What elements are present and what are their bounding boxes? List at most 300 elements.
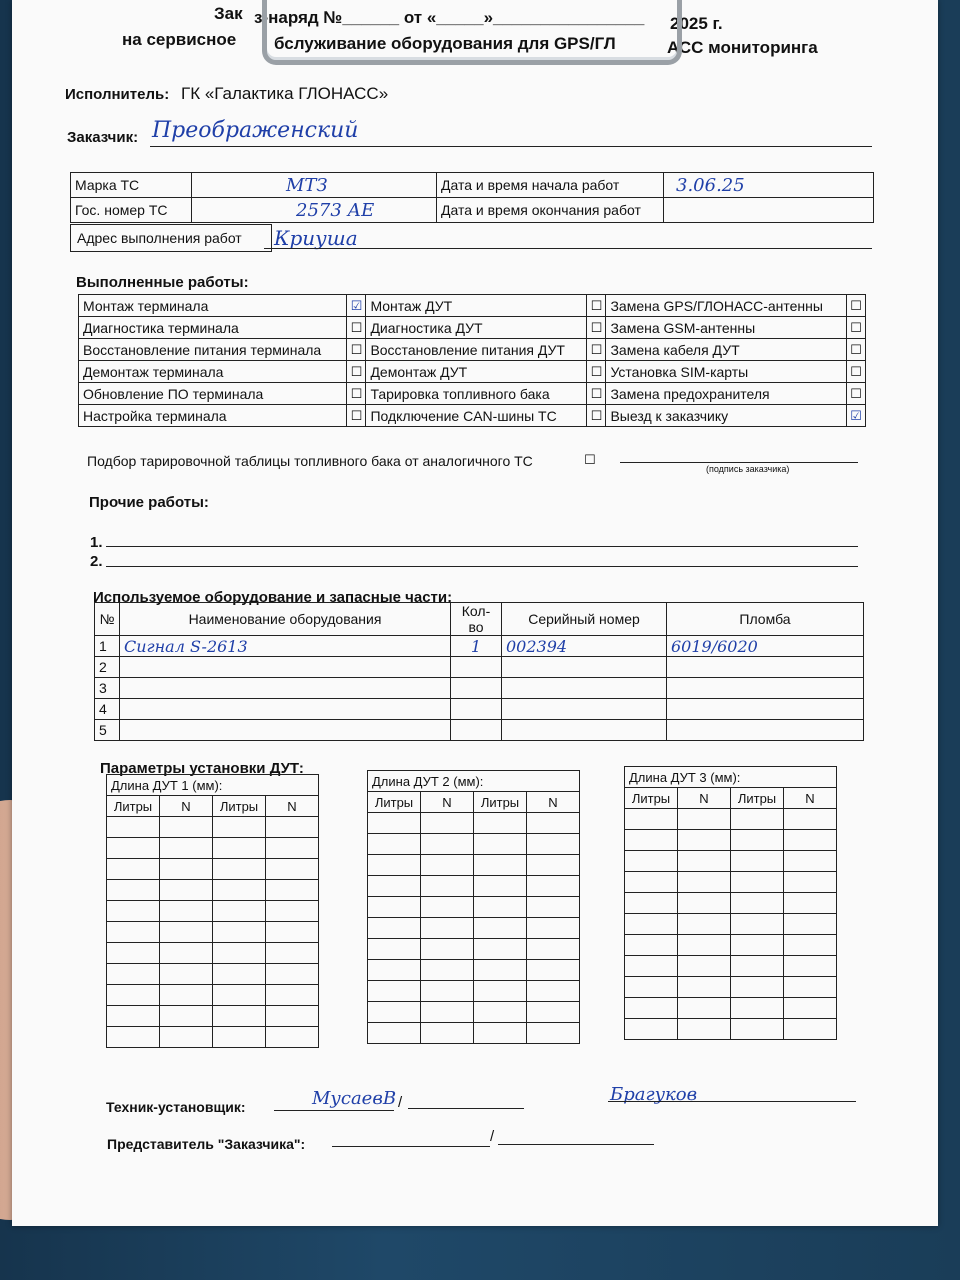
equipment-name [120, 657, 451, 678]
dut-cell[interactable] [474, 981, 527, 1002]
dut-cell[interactable] [784, 830, 837, 851]
equip-header-qty: Кол-во [451, 603, 502, 636]
tech-slash: / [398, 1094, 403, 1111]
equipment-serial [502, 720, 667, 741]
dut-cell[interactable] [474, 897, 527, 918]
dut-cell[interactable] [368, 855, 421, 876]
dut-row [625, 977, 837, 998]
dut-col-header: N [678, 788, 731, 809]
dut-cell[interactable] [107, 880, 160, 901]
dut-cell[interactable] [731, 977, 784, 998]
work-checkbox[interactable]: ☐ [587, 405, 606, 427]
dut-col-header: N [266, 796, 319, 817]
dut-cell[interactable] [160, 901, 213, 922]
dut-caption: Длина ДУТ 1 (мм): [107, 775, 319, 796]
other-work-1: 1. [90, 534, 103, 551]
dut-cell[interactable] [107, 922, 160, 943]
dut-cell[interactable] [160, 985, 213, 1006]
tech-sign-line [274, 1110, 394, 1111]
dut-cell[interactable] [784, 914, 837, 935]
dut-cell[interactable] [213, 817, 266, 838]
dut-row [625, 914, 837, 935]
works-row [79, 317, 866, 339]
work-label: Замена предохранителя [606, 383, 847, 405]
title-line1-left: Зак [214, 4, 243, 23]
work-checkbox[interactable]: ☐ [847, 317, 866, 339]
work-label: Демонтаж ДУТ [366, 361, 587, 383]
dut-cell[interactable] [625, 956, 678, 977]
equipment-qty: 1 [451, 636, 502, 657]
address-label: Адрес выполнения работ [70, 224, 272, 252]
dut-cell[interactable] [474, 834, 527, 855]
dut-cell[interactable] [107, 1027, 160, 1048]
dut-row [368, 1002, 580, 1023]
dut-cell[interactable] [784, 935, 837, 956]
equipment-table [94, 602, 864, 741]
dut-row [368, 834, 580, 855]
dut-row [625, 851, 837, 872]
executor-label: Исполнитель: [65, 86, 170, 103]
equipment-seal: 6019/6020 [667, 636, 864, 657]
work-label: Тарировка топливного бака [366, 383, 587, 405]
dut-cell[interactable] [784, 872, 837, 893]
dut-cell[interactable] [213, 985, 266, 1006]
works-table [78, 294, 866, 427]
dut-cell[interactable] [474, 855, 527, 876]
dut-cell[interactable] [266, 859, 319, 880]
dut-col-header: Литры [474, 792, 527, 813]
dut-row [107, 985, 319, 1006]
equipment-n: 1 [95, 636, 120, 657]
dut-cell[interactable] [421, 960, 474, 981]
tariff-checkbox[interactable]: ☐ [584, 452, 596, 467]
equipment-serial [502, 678, 667, 699]
dut-cell[interactable] [266, 1006, 319, 1027]
dut-row [368, 876, 580, 897]
dut-cell[interactable] [266, 838, 319, 859]
brand-label: Марка ТС [71, 173, 192, 198]
dut-cell[interactable] [107, 1006, 160, 1027]
equipment-name [120, 699, 451, 720]
dut-row [107, 922, 319, 943]
dut-cell[interactable] [266, 922, 319, 943]
signature-caption: (подпись заказчика) [706, 464, 790, 474]
dut-cell[interactable] [266, 943, 319, 964]
customer-value: Преображенский [152, 118, 359, 143]
dut-row [625, 893, 837, 914]
dut-cell[interactable] [368, 876, 421, 897]
dut-cell[interactable] [527, 960, 580, 981]
dut-cell[interactable] [784, 809, 837, 830]
dut-cell[interactable] [731, 830, 784, 851]
plate-label: Гос. номер ТС [71, 198, 192, 223]
dut-cell[interactable] [678, 830, 731, 851]
equipment-row [95, 636, 864, 657]
dut-cell[interactable] [421, 897, 474, 918]
dut-row [625, 998, 837, 1019]
dut-row [625, 935, 837, 956]
address-value: Криуша [274, 226, 358, 250]
dut-cell[interactable] [625, 851, 678, 872]
dut-cell[interactable] [368, 981, 421, 1002]
dut-cell[interactable] [421, 855, 474, 876]
work-checkbox[interactable]: ☑ [347, 295, 366, 317]
equipment-n: 4 [95, 699, 120, 720]
work-checkbox[interactable]: ☐ [347, 317, 366, 339]
dut-cell[interactable] [368, 939, 421, 960]
dut-cell[interactable] [474, 960, 527, 981]
vehicle-table [70, 172, 874, 223]
dut-row [107, 1006, 319, 1027]
equipment-serial [502, 699, 667, 720]
equipment-name [120, 720, 451, 741]
rep-line-1 [332, 1146, 490, 1147]
dut-cell[interactable] [474, 918, 527, 939]
equipment-qty [451, 657, 502, 678]
dut-cell[interactable] [107, 838, 160, 859]
title-line2-left: на сервисное [122, 30, 237, 49]
work-label: Восстановление питания терминала [79, 339, 347, 361]
dut-row [107, 880, 319, 901]
dut-cell[interactable] [678, 935, 731, 956]
works-row [79, 405, 866, 427]
equipment-qty [451, 699, 502, 720]
dut-cell[interactable] [527, 1023, 580, 1044]
work-checkbox[interactable]: ☐ [587, 361, 606, 383]
rep-sign-line [608, 1101, 856, 1102]
works-row [79, 361, 866, 383]
dut-cell[interactable] [784, 998, 837, 1019]
dut-cell[interactable] [160, 838, 213, 859]
dut-cell[interactable] [784, 956, 837, 977]
dut-cell[interactable] [527, 918, 580, 939]
dut-cell[interactable] [421, 939, 474, 960]
dut-col-header: Литры [213, 796, 266, 817]
dut-cell[interactable] [160, 817, 213, 838]
dut-cell[interactable] [625, 977, 678, 998]
work-label: Диагностика ДУТ [366, 317, 587, 339]
dut-cell[interactable] [213, 880, 266, 901]
dut-cell[interactable] [266, 817, 319, 838]
other-works-title: Прочие работы: [89, 494, 209, 511]
equipment-row [95, 678, 864, 699]
dut-cell[interactable] [266, 964, 319, 985]
dut-row [107, 817, 319, 838]
equipment-seal [667, 720, 864, 741]
dut-cell[interactable] [160, 1006, 213, 1027]
dut-cell[interactable] [213, 859, 266, 880]
dut-cell[interactable] [678, 956, 731, 977]
dut-col-header: Литры [107, 796, 160, 817]
dut-row [107, 838, 319, 859]
dut-row [625, 830, 837, 851]
dut-cell[interactable] [625, 998, 678, 1019]
dut-cell[interactable] [731, 809, 784, 830]
dut-cell[interactable] [784, 1019, 837, 1040]
equipment-row [95, 720, 864, 741]
dut-col-header: N [784, 788, 837, 809]
dut-row [107, 1027, 319, 1048]
work-checkbox[interactable]: ☐ [847, 361, 866, 383]
dut-cell[interactable] [731, 935, 784, 956]
other-work-line-2 [106, 566, 858, 567]
dut-cell[interactable] [474, 876, 527, 897]
dut-cell[interactable] [107, 943, 160, 964]
work-order-sheet [12, 0, 938, 1226]
dut-cell[interactable] [160, 880, 213, 901]
dut-cell[interactable] [368, 1023, 421, 1044]
dut-cell[interactable] [213, 838, 266, 859]
dut-col-header: N [527, 792, 580, 813]
dut-cell[interactable] [368, 918, 421, 939]
other-work-2: 2. [90, 553, 103, 570]
dut-cell[interactable] [421, 1023, 474, 1044]
dut-cell[interactable] [160, 922, 213, 943]
work-label: Демонтаж терминала [79, 361, 347, 383]
dut-cell[interactable] [731, 893, 784, 914]
dut-cell[interactable] [527, 876, 580, 897]
dut-cell[interactable] [731, 1019, 784, 1040]
executor-value: ГК «Галактика ГЛОНАСС» [181, 84, 389, 103]
dut-cell[interactable] [625, 914, 678, 935]
dut-cell[interactable] [625, 893, 678, 914]
dut-table-2 [367, 770, 580, 1044]
dut-row [107, 859, 319, 880]
dut-cell[interactable] [266, 901, 319, 922]
work-checkbox[interactable]: ☐ [587, 383, 606, 405]
dut-row [107, 943, 319, 964]
dut-cell[interactable] [421, 1002, 474, 1023]
dut-cell[interactable] [368, 897, 421, 918]
dut-caption: Длина ДУТ 2 (мм): [368, 771, 580, 792]
dut-cell[interactable] [527, 897, 580, 918]
equipment-qty [451, 678, 502, 699]
dut-col-header: N [421, 792, 474, 813]
equipment-seal [667, 678, 864, 699]
dut-cell[interactable] [421, 918, 474, 939]
dut-row [368, 939, 580, 960]
dut-cell[interactable] [266, 985, 319, 1006]
dut-cell[interactable] [678, 998, 731, 1019]
dut-cell[interactable] [678, 914, 731, 935]
work-label: Выезд к заказчику [606, 405, 847, 427]
dut-cell[interactable] [527, 855, 580, 876]
dut-title: Параметры установки ДУТ: [100, 760, 304, 777]
work-checkbox[interactable]: ☐ [347, 361, 366, 383]
dut-table-3 [624, 766, 837, 1040]
work-label: Замена GPS/ГЛОНАСС-антенны [606, 295, 847, 317]
dut-row [625, 809, 837, 830]
title-line1-mid: з-наряд №______ от «_____»________________ [254, 8, 645, 27]
equipment-row [95, 657, 864, 678]
dut-caption: Длина ДУТ 3 (мм): [625, 767, 837, 788]
equipment-seal [667, 657, 864, 678]
dut-cell[interactable] [107, 985, 160, 1006]
dut-cell[interactable] [474, 939, 527, 960]
equipment-title: Используемое оборудование и запасные части: [93, 589, 453, 606]
dut-cell[interactable] [678, 893, 731, 914]
dut-cell[interactable] [107, 901, 160, 922]
dut-row [625, 1019, 837, 1040]
equipment-serial [502, 657, 667, 678]
dut-row [107, 901, 319, 922]
equipment-name [120, 678, 451, 699]
work-label: Замена GSM-антенны [606, 317, 847, 339]
dut-cell[interactable] [784, 851, 837, 872]
dut-row [625, 872, 837, 893]
customer-line [150, 146, 872, 147]
rep-line-2 [498, 1144, 654, 1145]
dut-cell[interactable] [474, 813, 527, 834]
work-label: Диагностика терминала [79, 317, 347, 339]
dut-cell[interactable] [213, 1027, 266, 1048]
dut-cell[interactable] [784, 977, 837, 998]
dut-cell[interactable] [160, 1027, 213, 1048]
work-checkbox[interactable]: ☐ [347, 383, 366, 405]
dut-cell[interactable] [107, 859, 160, 880]
dut-cell[interactable] [731, 914, 784, 935]
tech-signature: МусаевВ [312, 1088, 397, 1109]
dut-cell[interactable] [160, 943, 213, 964]
end-label: Дата и время окончания работ [437, 198, 664, 223]
equipment-row [95, 699, 864, 720]
start-value: 3.06.25 [664, 173, 874, 198]
work-label: Монтаж терминала [79, 295, 347, 317]
work-checkbox[interactable]: ☐ [847, 383, 866, 405]
work-label: Монтаж ДУТ [366, 295, 587, 317]
work-checkbox[interactable]: ☐ [587, 339, 606, 361]
tech-name-line [408, 1108, 524, 1109]
dut-cell[interactable] [421, 876, 474, 897]
work-checkbox[interactable]: ☐ [347, 339, 366, 361]
work-checkbox[interactable]: ☐ [587, 317, 606, 339]
dut-cell[interactable] [678, 809, 731, 830]
dut-cell[interactable] [731, 851, 784, 872]
dut-cell[interactable] [213, 922, 266, 943]
works-row [79, 295, 866, 317]
equipment-qty [451, 720, 502, 741]
dut-cell[interactable] [421, 813, 474, 834]
dut-cell[interactable] [421, 834, 474, 855]
equip-header-serial: Серийный номер [502, 603, 667, 636]
dut-cell[interactable] [527, 939, 580, 960]
equipment-serial: 002394 [502, 636, 667, 657]
dut-row [368, 813, 580, 834]
dut-cell[interactable] [213, 901, 266, 922]
dut-cell[interactable] [731, 872, 784, 893]
works-row [79, 339, 866, 361]
equip-header-seal: Пломба [667, 603, 864, 636]
work-checkbox[interactable]: ☐ [587, 295, 606, 317]
works-row [79, 383, 866, 405]
work-checkbox[interactable]: ☐ [347, 405, 366, 427]
work-label: Замена кабеля ДУТ [606, 339, 847, 361]
dut-cell[interactable] [527, 813, 580, 834]
dut-cell[interactable] [107, 817, 160, 838]
dut-cell[interactable] [266, 1027, 319, 1048]
dut-row [368, 981, 580, 1002]
dut-cell[interactable] [625, 935, 678, 956]
dut-col-header: Литры [731, 788, 784, 809]
dut-cell[interactable] [527, 1002, 580, 1023]
dut-cell[interactable] [368, 1002, 421, 1023]
equipment-name: Сигнал S-2613 [120, 636, 451, 657]
work-checkbox[interactable]: ☐ [847, 295, 866, 317]
work-checkbox[interactable]: ☑ [847, 405, 866, 427]
dut-cell[interactable] [625, 872, 678, 893]
dut-cell[interactable] [368, 834, 421, 855]
dut-cell[interactable] [678, 851, 731, 872]
equipment-seal [667, 699, 864, 720]
other-work-line-1 [106, 546, 858, 547]
dut-cell[interactable] [160, 859, 213, 880]
work-label: Настройка терминала [79, 405, 347, 427]
clipboard-clip [262, 0, 682, 65]
dut-row [368, 1023, 580, 1044]
dut-cell[interactable] [107, 964, 160, 985]
work-label: Подключение CAN-шины ТС [366, 405, 587, 427]
work-checkbox[interactable]: ☐ [847, 339, 866, 361]
dut-cell[interactable] [527, 834, 580, 855]
dut-cell[interactable] [678, 872, 731, 893]
dut-cell[interactable] [474, 1023, 527, 1044]
dut-row [368, 960, 580, 981]
work-label: Обновление ПО терминала [79, 383, 347, 405]
title-line1-right: 2025 г. [670, 14, 723, 33]
dut-cell[interactable] [368, 960, 421, 981]
equip-header-n: № [95, 603, 120, 636]
dut-col-header: Литры [368, 792, 421, 813]
brand-value: МТЗ [192, 173, 437, 198]
dut-cell[interactable] [625, 1019, 678, 1040]
dut-cell[interactable] [678, 977, 731, 998]
equipment-n: 5 [95, 720, 120, 741]
customer-label: Заказчик: [67, 129, 139, 146]
dut-cell[interactable] [213, 964, 266, 985]
dut-cell[interactable] [625, 809, 678, 830]
address-line [264, 248, 872, 249]
equipment-n: 3 [95, 678, 120, 699]
dut-row [368, 855, 580, 876]
tech-label: Техник-установщик: [106, 1099, 246, 1115]
dut-cell[interactable] [784, 893, 837, 914]
works-title: Выполненные работы: [76, 274, 249, 291]
rep-label: Представитель "Заказчика": [107, 1136, 306, 1152]
dut-row [368, 918, 580, 939]
dut-cell[interactable] [421, 981, 474, 1002]
dut-cell[interactable] [678, 1019, 731, 1040]
dut-cell[interactable] [625, 830, 678, 851]
dut-cell[interactable] [474, 1002, 527, 1023]
rep-slash: / [490, 1128, 495, 1145]
dut-cell[interactable] [527, 981, 580, 1002]
plate-value: 2573 АЕ [192, 198, 437, 223]
dut-cell[interactable] [266, 880, 319, 901]
dut-cell[interactable] [213, 943, 266, 964]
dut-cell[interactable] [160, 964, 213, 985]
dut-cell[interactable] [213, 1006, 266, 1027]
dut-cell[interactable] [368, 813, 421, 834]
dut-cell[interactable] [731, 998, 784, 1019]
rep-signature: Брагуков [610, 1084, 698, 1105]
dut-cell[interactable] [731, 956, 784, 977]
start-label: Дата и время начала работ [437, 173, 664, 198]
dut-row [368, 897, 580, 918]
dut-col-header: N [160, 796, 213, 817]
dut-row [625, 956, 837, 977]
equip-header-name: Наименование оборудования [120, 603, 451, 636]
title-line2-mid: бслуживание оборудования для GPS/ГЛ [274, 34, 616, 53]
